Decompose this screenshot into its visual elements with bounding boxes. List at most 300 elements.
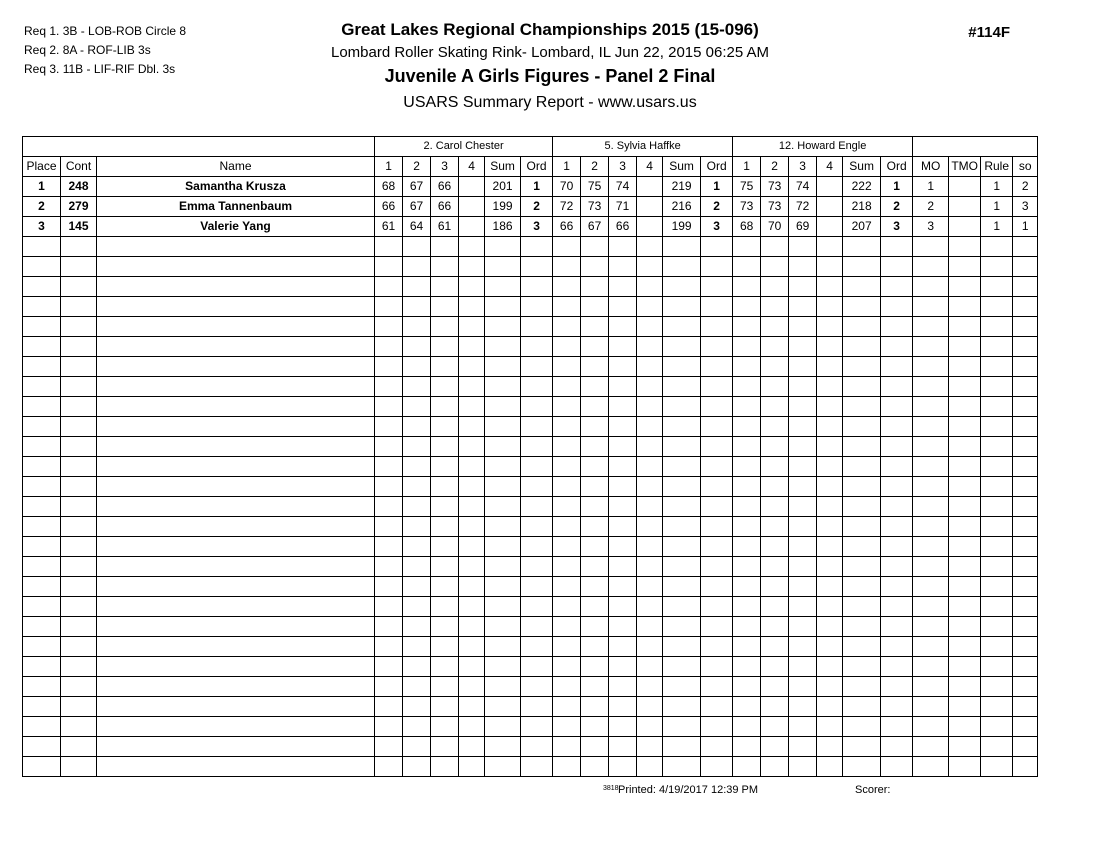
result-cell: 73 [761,177,789,197]
empty-cell [403,317,431,337]
result-cell: 75 [581,177,609,197]
empty-cell [97,377,375,397]
empty-cell [375,737,403,757]
empty-cell [61,517,97,537]
empty-cell [761,437,789,457]
empty-cell [789,337,817,357]
empty-cell [459,657,485,677]
empty-cell [949,277,981,297]
empty-cell [431,477,459,497]
empty-cell [761,537,789,557]
result-cell: 248 [61,177,97,197]
empty-cell [701,397,733,417]
empty-cell [581,437,609,457]
empty-row [23,677,1038,697]
empty-cell [97,617,375,637]
empty-cell [97,557,375,577]
result-row [23,177,1038,197]
column-header: 1 [733,157,761,177]
empty-cell [521,417,553,437]
empty-cell [817,277,843,297]
empty-cell [949,677,981,697]
judges-row-spacer-right [913,137,1038,157]
result-cell: 73 [733,197,761,217]
empty-cell [789,697,817,717]
empty-cell [761,257,789,277]
empty-cell [913,257,949,277]
empty-cell [881,257,913,277]
empty-cell [789,717,817,737]
empty-cell [981,737,1013,757]
empty-cell [403,657,431,677]
empty-cell [403,697,431,717]
empty-cell [913,697,949,717]
empty-cell [663,437,701,457]
empty-cell [485,677,521,697]
column-header: Place [23,157,61,177]
empty-cell [609,577,637,597]
empty-cell [403,357,431,377]
empty-cell [733,337,761,357]
empty-cell [789,477,817,497]
empty-cell [1013,297,1038,317]
empty-cell [23,437,61,457]
empty-cell [733,377,761,397]
empty-row [23,297,1038,317]
empty-cell [403,477,431,497]
empty-cell [403,237,431,257]
empty-cell [553,637,581,657]
empty-cell [553,657,581,677]
column-header: TMO [949,157,981,177]
empty-cell [431,657,459,677]
empty-cell [23,677,61,697]
empty-cell [949,417,981,437]
empty-cell [881,457,913,477]
result-cell: 222 [843,177,881,197]
empty-cell [701,557,733,577]
scorer-label: Scorer: [855,784,891,796]
empty-cell [843,457,881,477]
empty-cell [881,377,913,397]
empty-cell [23,517,61,537]
empty-cell [553,397,581,417]
empty-cell [817,317,843,337]
empty-cell [431,437,459,457]
empty-row [23,397,1038,417]
empty-cell [881,437,913,457]
empty-cell [913,497,949,517]
empty-cell [581,457,609,477]
empty-cell [97,697,375,717]
empty-cell [637,497,663,517]
empty-cell [761,617,789,637]
empty-cell [843,557,881,577]
empty-cell [61,497,97,517]
empty-cell [949,697,981,717]
result-cell: 64 [403,217,431,237]
empty-cell [403,717,431,737]
empty-cell [789,677,817,697]
requirement-line-1: Req 1. 3B - LOB-ROB Circle 8 [24,24,187,38]
result-cell: 1 [701,177,733,197]
empty-cell [789,277,817,297]
empty-cell [23,757,61,777]
empty-cell [913,337,949,357]
result-cell: 66 [431,177,459,197]
empty-cell [431,557,459,577]
empty-cell [459,497,485,517]
empty-cell [733,317,761,337]
result-cell: 72 [789,197,817,217]
empty-cell [949,657,981,677]
empty-cell [789,237,817,257]
empty-cell [761,577,789,597]
empty-cell [981,537,1013,557]
empty-cell [521,377,553,397]
empty-cell [23,457,61,477]
empty-cell [881,277,913,297]
empty-cell [521,717,553,737]
empty-cell [733,297,761,317]
empty-cell [61,677,97,697]
empty-cell [817,697,843,717]
empty-cell [375,537,403,557]
empty-cell [981,417,1013,437]
empty-cell [459,617,485,637]
empty-cell [97,237,375,257]
result-cell: 1 [981,177,1013,197]
empty-cell [637,577,663,597]
empty-cell [733,497,761,517]
empty-cell [843,257,881,277]
empty-cell [789,537,817,557]
result-row [23,217,1038,237]
empty-cell [761,377,789,397]
empty-cell [459,677,485,697]
empty-cell [881,417,913,437]
empty-cell [817,597,843,617]
empty-cell [609,457,637,477]
empty-cell [61,417,97,437]
empty-row [23,717,1038,737]
empty-cell [843,637,881,657]
result-cell: 67 [403,197,431,217]
empty-cell [981,397,1013,417]
empty-cell [817,357,843,377]
empty-cell [553,537,581,557]
empty-cell [485,577,521,597]
empty-cell [663,277,701,297]
empty-cell [553,357,581,377]
empty-cell [553,497,581,517]
empty-cell [61,477,97,497]
empty-cell [553,757,581,777]
empty-cell [61,717,97,737]
empty-cell [459,237,485,257]
empty-cell [553,337,581,357]
empty-cell [375,437,403,457]
empty-cell [637,457,663,477]
empty-cell [581,677,609,697]
empty-cell [521,457,553,477]
empty-cell [61,697,97,717]
result-cell [459,177,485,197]
empty-cell [1013,477,1038,497]
empty-cell [949,717,981,737]
empty-cell [663,597,701,617]
report-type-line: USARS Summary Report - www.usars.us [403,94,697,111]
empty-cell [581,477,609,497]
empty-cell [581,597,609,617]
empty-cell [609,237,637,257]
empty-cell [609,757,637,777]
empty-cell [817,517,843,537]
empty-cell [733,557,761,577]
result-cell [637,197,663,217]
empty-row [23,557,1038,577]
empty-cell [843,757,881,777]
empty-cell [817,717,843,737]
empty-cell [733,517,761,537]
empty-cell [761,297,789,317]
empty-cell [761,557,789,577]
empty-cell [881,517,913,537]
empty-cell [981,637,1013,657]
empty-cell [843,277,881,297]
empty-cell [817,737,843,757]
empty-cell [843,417,881,437]
empty-row [23,537,1038,557]
empty-cell [485,337,521,357]
empty-cell [949,637,981,657]
empty-cell [403,617,431,637]
result-cell: 3 [1013,197,1038,217]
empty-cell [431,377,459,397]
empty-cell [485,377,521,397]
empty-row [23,317,1038,337]
empty-cell [637,637,663,657]
column-header: 3 [431,157,459,177]
empty-cell [521,537,553,557]
empty-cell [375,397,403,417]
empty-cell [485,737,521,757]
empty-cell [843,597,881,617]
empty-cell [949,357,981,377]
result-cell: 3 [23,217,61,237]
empty-cell [581,297,609,317]
empty-cell [663,457,701,477]
empty-cell [981,597,1013,617]
result-cell: 201 [485,177,521,197]
empty-cell [375,417,403,437]
empty-cell [553,377,581,397]
empty-cell [61,737,97,757]
empty-cell [485,617,521,637]
event-title: Juvenile A Girls Figures - Panel 2 Final [384,66,716,86]
empty-cell [431,417,459,437]
empty-cell [61,237,97,257]
result-cell: 1 [981,197,1013,217]
result-cell: 1 [1013,217,1038,237]
empty-cell [637,737,663,757]
empty-cell [521,237,553,257]
empty-cell [949,617,981,637]
empty-cell [553,417,581,437]
empty-cell [459,697,485,717]
empty-cell [843,717,881,737]
empty-cell [521,597,553,617]
empty-cell [701,237,733,257]
empty-cell [431,357,459,377]
empty-cell [789,437,817,457]
empty-cell [843,237,881,257]
empty-cell [949,757,981,777]
empty-cell [375,357,403,377]
empty-cell [789,457,817,477]
empty-cell [701,517,733,537]
empty-row [23,337,1038,357]
empty-cell [817,497,843,517]
empty-cell [485,437,521,457]
empty-cell [949,457,981,477]
empty-cell [553,557,581,577]
empty-cell [97,537,375,557]
empty-cell [761,337,789,357]
empty-cell [23,717,61,737]
event-number: #114F [968,24,1010,41]
empty-cell [485,317,521,337]
empty-cell [521,277,553,297]
empty-cell [761,677,789,697]
empty-cell [375,317,403,337]
empty-cell [817,577,843,597]
empty-cell [637,677,663,697]
empty-cell [97,597,375,617]
empty-cell [663,737,701,757]
empty-cell [637,357,663,377]
column-header: Sum [663,157,701,177]
empty-cell [97,277,375,297]
empty-cell [23,577,61,597]
empty-cell [61,557,97,577]
result-cell: Samantha Krusza [97,177,375,197]
empty-cell [581,537,609,557]
column-header-row [23,157,1038,177]
empty-cell [521,557,553,577]
empty-cell [881,477,913,497]
empty-cell [663,697,701,717]
empty-cell [733,757,761,777]
empty-cell [609,437,637,457]
empty-cell [701,537,733,557]
empty-cell [23,637,61,657]
empty-cell [553,577,581,597]
result-cell: 68 [375,177,403,197]
result-cell: 69 [789,217,817,237]
empty-cell [609,617,637,637]
empty-cell [1013,457,1038,477]
column-header: Ord [701,157,733,177]
empty-cell [97,337,375,357]
empty-cell [403,457,431,477]
empty-cell [701,477,733,497]
empty-cell [843,697,881,717]
empty-cell [761,477,789,497]
empty-cell [431,237,459,257]
empty-cell [843,497,881,517]
empty-cell [375,337,403,357]
empty-cell [817,237,843,257]
result-cell [459,197,485,217]
empty-cell [581,757,609,777]
empty-cell [881,757,913,777]
empty-cell [97,317,375,337]
empty-cell [701,717,733,737]
result-cell [949,177,981,197]
result-cell: 2 [913,197,949,217]
empty-cell [609,257,637,277]
empty-cell [881,697,913,717]
empty-cell [701,737,733,757]
empty-cell [981,277,1013,297]
empty-cell [1013,677,1038,697]
result-cell: 66 [375,197,403,217]
empty-cell [637,657,663,677]
empty-cell [553,457,581,477]
empty-cell [375,617,403,637]
empty-cell [733,417,761,437]
result-cell: 3 [913,217,949,237]
empty-cell [913,537,949,557]
empty-cell [1013,317,1038,337]
empty-cell [609,397,637,417]
empty-cell [553,437,581,457]
empty-cell [663,477,701,497]
empty-cell [23,237,61,257]
empty-cell [485,277,521,297]
empty-cell [663,497,701,517]
empty-cell [949,377,981,397]
empty-row [23,497,1038,517]
empty-cell [789,397,817,417]
result-cell: 70 [761,217,789,237]
empty-cell [1013,717,1038,737]
empty-cell [733,697,761,717]
empty-cell [913,517,949,537]
empty-cell [431,677,459,697]
empty-cell [375,697,403,717]
empty-cell [23,317,61,337]
empty-cell [375,497,403,517]
empty-cell [881,577,913,597]
empty-cell [817,417,843,437]
empty-cell [949,537,981,557]
column-header: Sum [485,157,521,177]
empty-cell [581,617,609,637]
result-cell: 186 [485,217,521,237]
result-cell: 67 [581,217,609,237]
venue-date-line: Lombard Roller Skating Rink- Lombard, IL Jun 22, 2015 06:25 AM [330,44,770,61]
empty-cell [97,497,375,517]
result-cell: 2 [881,197,913,217]
empty-cell [459,457,485,477]
judge-name-header-3: 12. Howard Engle [733,137,913,157]
empty-cell [459,437,485,457]
empty-cell [981,317,1013,337]
result-cell: 61 [375,217,403,237]
empty-cell [403,437,431,457]
